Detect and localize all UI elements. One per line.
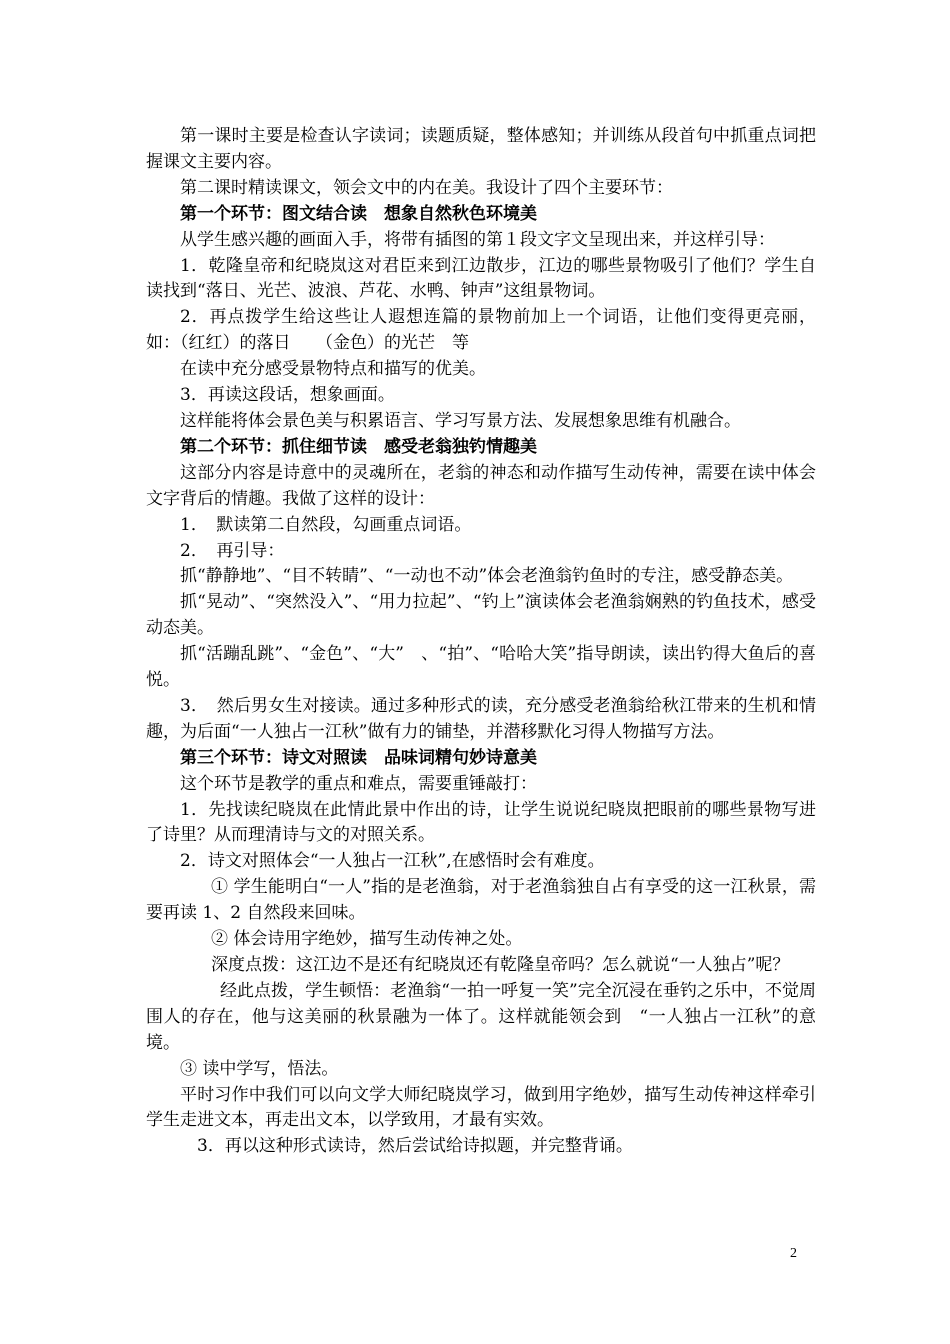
paragraph: 这部分内容是诗意中的灵魂所在，老翁的神态和动作描写生动传神，需要在读中体会文字背后的情趣。我做了这样的设计： [146, 462, 816, 509]
paragraph: ① 学生能明白“一人”指的是老渔翁，对于老渔翁独自占有享受的这一江秋景，需要再读 1、2 自然段来回味。 [146, 877, 816, 924]
paragraph: 2．再点拨学生给这些让人遐想连篇的景物前加上一个词语，让他们变得更亮丽，如：（红红）的落日 （金色）的光芒 等 [146, 307, 816, 354]
paragraph: 1．先找读纪晓岚在此情此景中作出的诗，让学生说说纪晓岚把眼前的哪些景物写进了诗里？从而理清诗与文的对照关系。 [146, 799, 816, 846]
paragraph: 抓“静静地”、“目不转睛”、“一动也不动”体会老渔翁钓鱼时的专注，感受静态美。 [180, 566, 794, 587]
paragraph: ③ 读中学写，悟法。 [180, 1058, 339, 1079]
paragraph: 3． 然后男女生对接读。通过多种形式的读，充分感受老渔翁给秋江带来的生机和情趣，为后面“一人独占一江秋”做有力的铺垫，并潜移默化习得人物描写方法。 [146, 695, 816, 742]
paragraph: 这个环节是教学的重点和难点，需要重锤敲打： [180, 773, 537, 794]
paragraph: 1． 默读第二自然段，勾画重点词语。 [180, 514, 472, 535]
paragraph: 从学生感兴趣的画面入手，将带有插图的第１段文字文呈现出来，并这样引导： [180, 229, 775, 250]
document-body [146, 124, 816, 1160]
paragraph: 第一课时主要是检查认字读词；读题质疑，整体感知；并训练从段首句中抓重点词把握课文主要内容。 [146, 126, 816, 172]
paragraph: 平时习作中我们可以向文学大师纪晓岚学习，做到用字绝妙，描写生动传神这样牵引学生走进文本，再走出文本，以学致用，才最有实效。 [146, 1084, 816, 1131]
paragraph: 抓“活蹦乱跳”、“金色”、“大” 、“拍”、“哈哈大笑”指导朗读，读出钓得大鱼后的喜悦。 [146, 644, 816, 691]
paragraph: 深度点拨：这江边不是还有纪晓岚还有乾隆皇帝吗？怎么就说“一人独占”呢？ [211, 955, 790, 975]
paragraph: 经此点拨，学生顿悟：老渔翁“一拍一呼复一笑”完全沉浸在垂钓之乐中，不觉周围人的存在，他与这美丽的秋景融为一体了。这样就能领会到 “一人独占一江秋”的意境。 [146, 980, 816, 1053]
paragraph: 在读中充分感受景物特点和描写的优美。 [180, 359, 486, 380]
paragraph: 第二课时精读课文，领会文中的内在美。我设计了四个主要环节： [180, 177, 673, 198]
paragraph: 抓“晃动”、“突然没入”、“用力拉起”、“钓上”演读体会老渔翁娴熟的钓鱼技术，感受动态美。 [146, 592, 816, 639]
paragraph: 2．诗文对照体会“一人独占一江秋”,在感悟时会有难度。 [180, 851, 605, 872]
paragraph: 2． 再引导： [180, 540, 285, 561]
paragraph: 这样能将体会景色美与积累语言、学习写景方法、发展想象思维有机融合。 [180, 410, 741, 431]
paragraph: 3．再读这段话，想象画面。 [180, 385, 395, 406]
paragraph: 1．乾隆皇帝和纪晓岚这对君臣来到江边散步，江边的哪些景物吸引了他们？学生自读找到“落日、光芒、波浪、芦花、水鸭、钟声”这组景物词。 [146, 255, 816, 302]
paragraph: 3．再以这种形式读诗，然后尝试给诗拟题，并完整背诵。 [180, 1136, 633, 1157]
page-number: 2 [790, 1246, 797, 1261]
section-heading: 第一个环节：图文结合读 想象自然秋色环境美 [180, 203, 537, 224]
section-heading: 第二个环节：抓住细节读 感受老翁独钓情趣美 [180, 436, 537, 457]
section-heading: 第三个环节：诗文对照读 品味词精句妙诗意美 [180, 747, 537, 768]
paragraph: ② 体会诗用字绝妙，描写生动传神之处。 [211, 929, 523, 950]
